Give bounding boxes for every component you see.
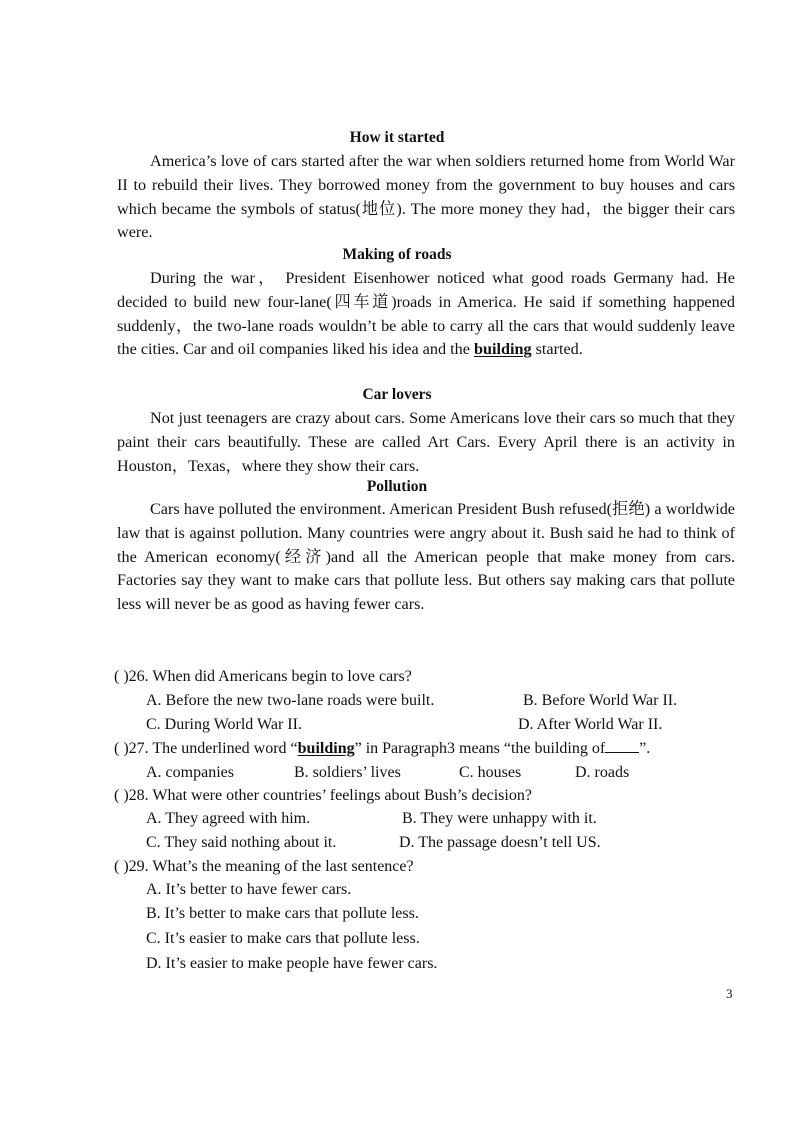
q27-option-c: C. houses bbox=[459, 764, 522, 781]
paragraph-making-of-roads bbox=[117, 267, 735, 362]
section-heading-making-of-roads: Making of roads bbox=[342, 246, 452, 263]
q26-option-c: C. During World War II. bbox=[146, 716, 302, 733]
paragraph-pollution bbox=[117, 498, 735, 617]
q29-option-c: C. It’s easier to make cars that pollute less. bbox=[146, 930, 420, 947]
paragraph-text: America’s love of cars started after the war when soldiers returned home from World War II to rebuild their lives. They borrowed money from the government to buy houses and cars which became the symbols of status(地位). The more money they had，the bigger their cars were. bbox=[117, 152, 735, 242]
q28-option-b: B. They were unhappy with it. bbox=[402, 810, 597, 827]
section-heading-how-it-started: How it started bbox=[349, 129, 445, 146]
paragraph-text: Cars have polluted the environment. American President Bush refused(拒绝) a worldwide law that is against pollution. Many countries were angry about it. Bush said he had to think of the American economy(经济)and all the American people that make money from cars. Factories say they want to make cars that pollute less. But others say making cars that pollute less will never be as good as having fewer cars. bbox=[117, 500, 735, 614]
q29-option-d: D. It’s easier to make people have fewer cars. bbox=[146, 955, 438, 972]
paragraph-text-end: started. bbox=[535, 340, 583, 359]
question-29-stem: ( )29. What’s the meaning of the last sentence? bbox=[114, 858, 414, 875]
section-heading-pollution: Pollution bbox=[366, 478, 428, 495]
q27-underlined-word: building bbox=[297, 740, 355, 757]
paragraph-text: Not just teenagers are crazy about cars. Some Americans love their cars so much that they paint their cars beautifully. These are called Art Cars. Every April there is an activity in Houston，Texas，where they show their cars. bbox=[117, 409, 735, 475]
q28-option-c: C. They said nothing about it. bbox=[146, 834, 337, 851]
q27-stem-end: ”. bbox=[639, 740, 651, 757]
paragraph-how-it-started bbox=[117, 150, 735, 245]
question-28-stem: ( )28. What were other countries’ feelings about Bush’s decision? bbox=[114, 787, 532, 804]
page-number: 3 bbox=[726, 986, 733, 1001]
q27-option-d: D. roads bbox=[575, 764, 630, 781]
q26-option-d: D. After World War II. bbox=[518, 716, 663, 733]
question-26-stem: ( )26. When did Americans begin to love cars? bbox=[114, 668, 412, 685]
section-heading-car-lovers: Car lovers bbox=[362, 386, 432, 403]
q28-option-d: D. The passage doesn’t tell US. bbox=[399, 834, 601, 851]
q26-option-a: A. Before the new two-lane roads were built. bbox=[146, 692, 435, 709]
paragraph-text: During the war， President Eisenhower noticed what good roads Germany had. He decided to build new four-lane(四车道)roads in America. He said if something happened suddenly，the two-lane roads wouldn’t be able to carry all the cars that would suddenly leave the cities. Car and oil companies liked his idea and the bbox=[117, 269, 735, 359]
q27-option-b: B. soldiers’ lives bbox=[294, 764, 401, 781]
q27-option-a: A. companies bbox=[146, 764, 234, 781]
q28-option-a: A. They agreed with him. bbox=[146, 810, 311, 827]
question-27-stem bbox=[114, 738, 650, 760]
answer-blank bbox=[605, 738, 639, 753]
q29-option-a: A. It’s better to have fewer cars. bbox=[146, 881, 352, 898]
q26-option-b: B. Before World War II. bbox=[523, 692, 678, 709]
q27-stem-middle: ” in Paragraph3 means “the building of bbox=[354, 740, 606, 757]
underlined-word-building: building bbox=[473, 340, 532, 359]
q29-option-b: B. It’s better to make cars that pollute less. bbox=[146, 905, 419, 922]
paragraph-car-lovers bbox=[117, 407, 735, 478]
q27-stem-start: ( )27. The underlined word “ bbox=[114, 740, 298, 757]
